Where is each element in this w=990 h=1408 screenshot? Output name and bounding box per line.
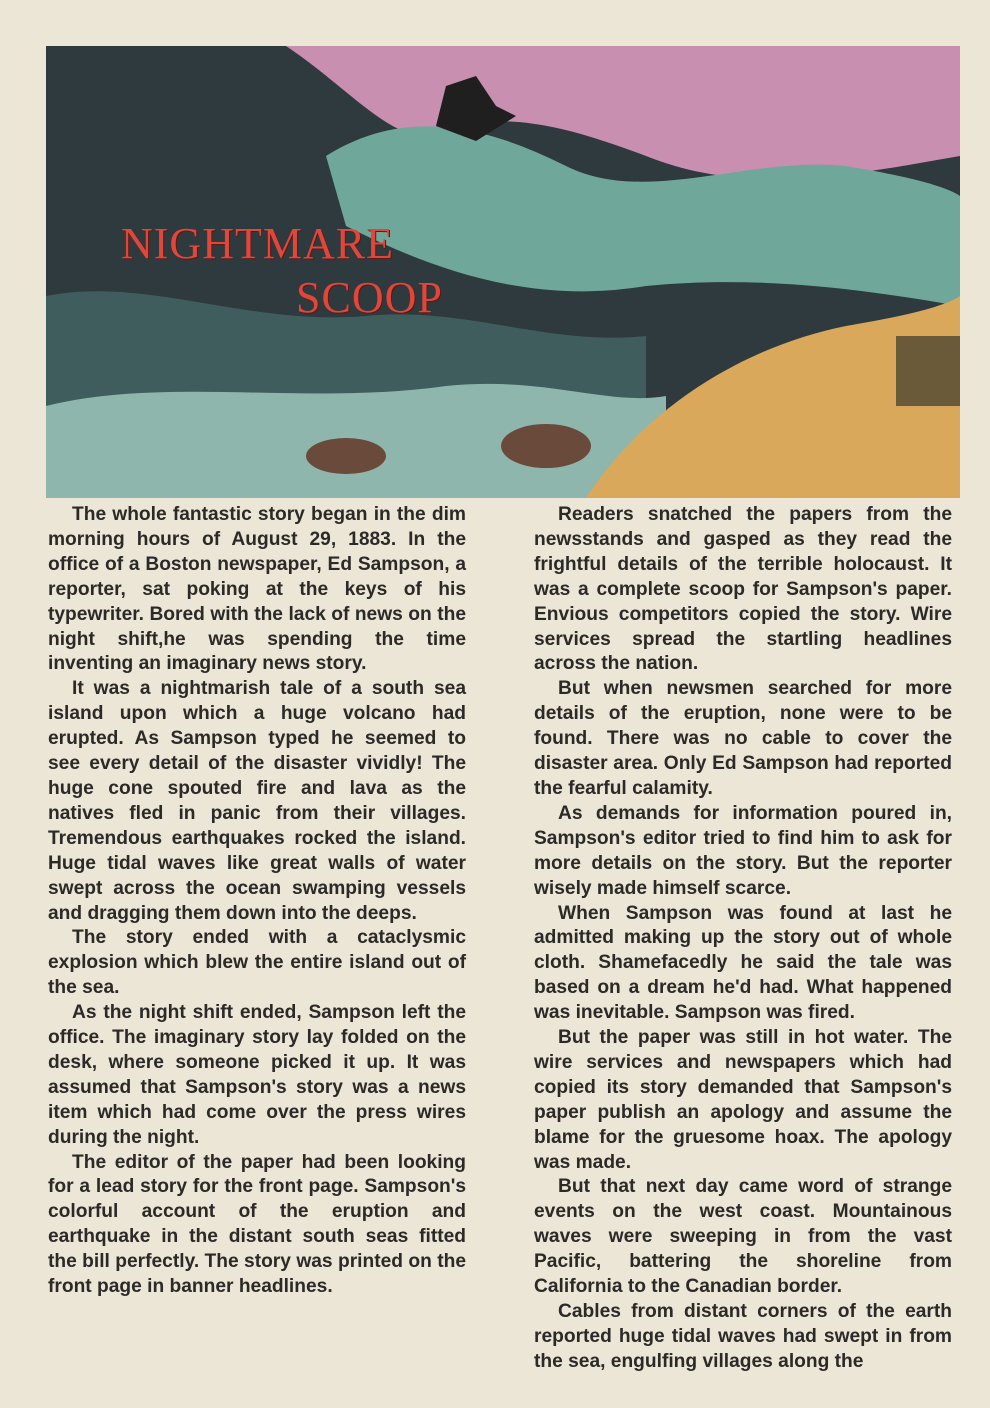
paragraph: When Sampson was found at last he admitted making up the story out of whole cloth. Shamefacedly he said the tale was based on a dream he'd had. What happened was inevitable. Sampson was fired. xyxy=(534,902,952,1024)
story-title-line2: SCOOP xyxy=(296,273,443,322)
paragraph: But when newsmen searched for more details of the eruption, none were to be found. There was no cable to cover the disaster area. Only Ed Sampson had reported the fearful calamity. xyxy=(534,678,952,799)
story-illustration xyxy=(46,46,960,498)
right-column xyxy=(534,503,952,1375)
paragraph: The story ended with a cataclysmic explosion which blew the entire island out of the sea. xyxy=(48,927,466,999)
paragraph: It was a nightmarish tale of a south sea island upon which a huge volcano had erupted. As Sampson typed he seemed to see every detail of the disaster vividly! The huge cone spouted fire and lava as the natives fled in panic from their villages. Tremendous earthquakes rocked the island. Huge tidal waves like great walls of water swept across the ocean swamping vessels and dragging them down into the deeps. xyxy=(48,678,466,924)
paragraph: But the paper was still in hot water. The wire services and newspapers which had copied its story demanded that Sampson's paper publish an apology and assume the blame for the gruesome hoax. The apology was made. xyxy=(534,1027,952,1173)
paragraph: The editor of the paper had been looking for a lead story for the front page. Sampson's colorful account of the eruption and earthquake in the distant south seas fitted the bill perfectly. The story was printed on the front page in banner headlines. xyxy=(48,1151,466,1298)
paragraph: As the night shift ended, Sampson left the office. The imaginary story lay folded on the desk, where someone picked it up. It was assumed that Sampson's story was a news item which had come over the press wires during the night. xyxy=(48,1002,466,1148)
paragraph: As demands for information poured in, Sampson's editor tried to find him to ask for more details on the story. But the reporter wisely made himself scarce. xyxy=(534,802,952,899)
paragraph: Cables from distant corners of the earth reported huge tidal waves had swept in from the sea, engulfing villages along the xyxy=(534,1301,952,1372)
story-title-line1: NIGHTMARE xyxy=(121,219,394,268)
paragraph: But that next day came word of strange events on the west coast. Mountainous waves were sweeping in from the vast Pacific, battering the shoreline from California to the Canadian border. xyxy=(534,1176,952,1298)
tidal-wave-illustration xyxy=(46,46,960,498)
paragraph: The whole fantastic story began in the dim morning hours of August 29, 1883. In the office of a Boston newspaper, Ed Sampson, a reporter, sat poking at the keys of his typewriter. Bored with the lack of news on the night shift,he was spending the time inventing an imaginary news story. xyxy=(48,504,466,675)
left-column xyxy=(48,503,466,1300)
paragraph: Readers snatched the papers from the newsstands and gasped as they read the frightful details of the terrible holocaust. It was a complete scoop for Sampson's paper. Envious competitors copied the story. Wire services spread the startling headlines across the nation. xyxy=(534,504,952,675)
